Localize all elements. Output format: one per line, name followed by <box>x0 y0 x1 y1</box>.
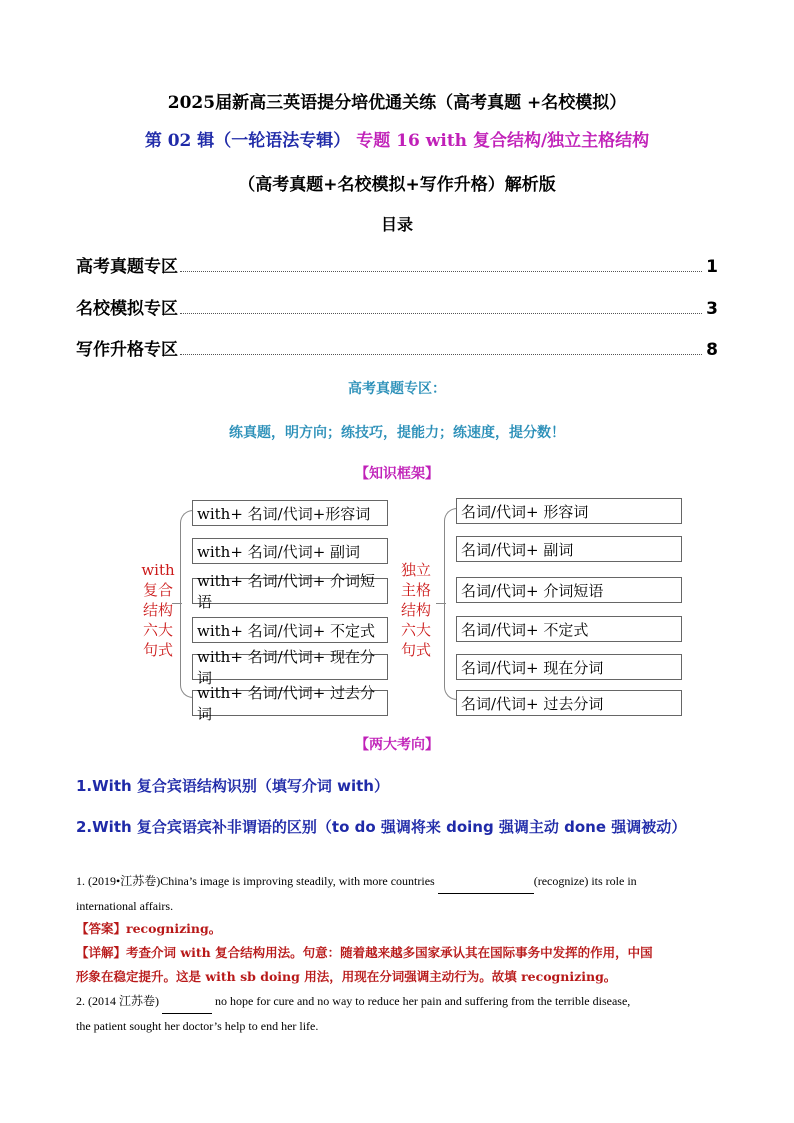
toc-item-page: 3 <box>706 299 718 319</box>
framework-left-item: with+ 名词/代词+形容词 <box>192 500 388 526</box>
subtitle-volume: 第 02 辑（一轮语法专辑） <box>144 131 351 151</box>
framework-left-item: with+ 名词/代词+ 介词短语 <box>192 578 388 604</box>
toc-leader <box>180 271 702 272</box>
question-1-detail: 【详解】考查介词 with 复合结构用法。句意：随着越来越多国家承认其在国际事务中发挥的作用，中国 形象在稳定提升。这是 with sb doing 用法，用现在分词强调主动行为。故填 recognizing。 <box>76 945 653 984</box>
framework-right-item: 名词/代词+ 不定式 <box>456 616 682 642</box>
framework-left-item: with+ 名词/代词+ 不定式 <box>192 617 388 643</box>
framework-right-item: 名词/代词+ 副词 <box>456 536 682 562</box>
toc-item-page: 1 <box>706 257 718 277</box>
toc-item-page: 8 <box>706 340 718 360</box>
framework-right-item: 名词/代词+ 过去分词 <box>456 690 682 716</box>
toc-item-label: 高考真题专区 <box>76 257 178 277</box>
toc-leader <box>180 354 702 355</box>
section-motto: 练真题，明方向；练技巧，提能力；练速度，提分数！ <box>229 425 565 441</box>
framework-left-label: with 复合 结构 六大 句式 <box>141 561 175 659</box>
document-title: 2025届新高三英语提分培优通关练（高考真题 +名校模拟） <box>167 93 627 113</box>
framework-right-item: 名词/代词+ 形容词 <box>456 498 682 524</box>
question-1-answer: 【答案】recognizing。 <box>76 921 222 936</box>
toc-leader <box>180 313 702 314</box>
framework-right-item: 名词/代词+ 现在分词 <box>456 654 682 680</box>
direction-item: 1.With 复合宾语结构识别（填写介词 with） <box>76 777 389 795</box>
framework-left-item: with+ 名词/代词+ 过去分词 <box>192 690 388 716</box>
toc-item-label: 名校模拟专区 <box>76 299 178 319</box>
toc-heading: 目录 <box>380 215 413 234</box>
framework-heading: 【知识框架】 <box>355 466 439 482</box>
document-edition: （高考真题+名校模拟+写作升格）解析版 <box>238 175 556 195</box>
answer-blank[interactable] <box>162 989 212 1014</box>
answer-blank[interactable] <box>438 869 534 894</box>
toc-item-label: 写作升格专区 <box>76 340 178 360</box>
section-title: 高考真题专区： <box>348 381 446 397</box>
question-1: 1. (2019•江苏卷)China’s image is improving steadily, with more countries (recognize) its role in international affairs. <box>76 869 718 918</box>
framework-left-item: with+ 名词/代词+ 副词 <box>192 538 388 564</box>
subtitle-topic: 专题 16 with 复合结构/独立主格结构 <box>356 131 650 151</box>
direction-item: 2.With 复合宾语宾补非谓语的区别（to do 强调将来 doing 强调主动 done 强调被动） <box>76 818 687 836</box>
framework-right-item: 名词/代词+ 介词短语 <box>456 577 682 603</box>
framework-left-item: with+ 名词/代词+ 现在分词 <box>192 654 388 680</box>
document-subtitle <box>0 126 794 151</box>
toc-item[interactable] <box>76 253 718 277</box>
right-brace-tip <box>436 603 446 604</box>
left-brace-tip <box>172 603 182 604</box>
question-2: 2. (2014 江苏卷) no hope for cure and no way to reduce her pain and suffering from the terrible disease, the patient sought her doctor’s help to end her life. <box>76 989 718 1038</box>
directions-heading: 【两大考向】 <box>355 737 439 753</box>
framework-right-label: 独立 主格 结构 六大 句式 <box>400 561 431 659</box>
toc-item[interactable] <box>76 336 718 360</box>
toc-item[interactable] <box>76 295 718 319</box>
